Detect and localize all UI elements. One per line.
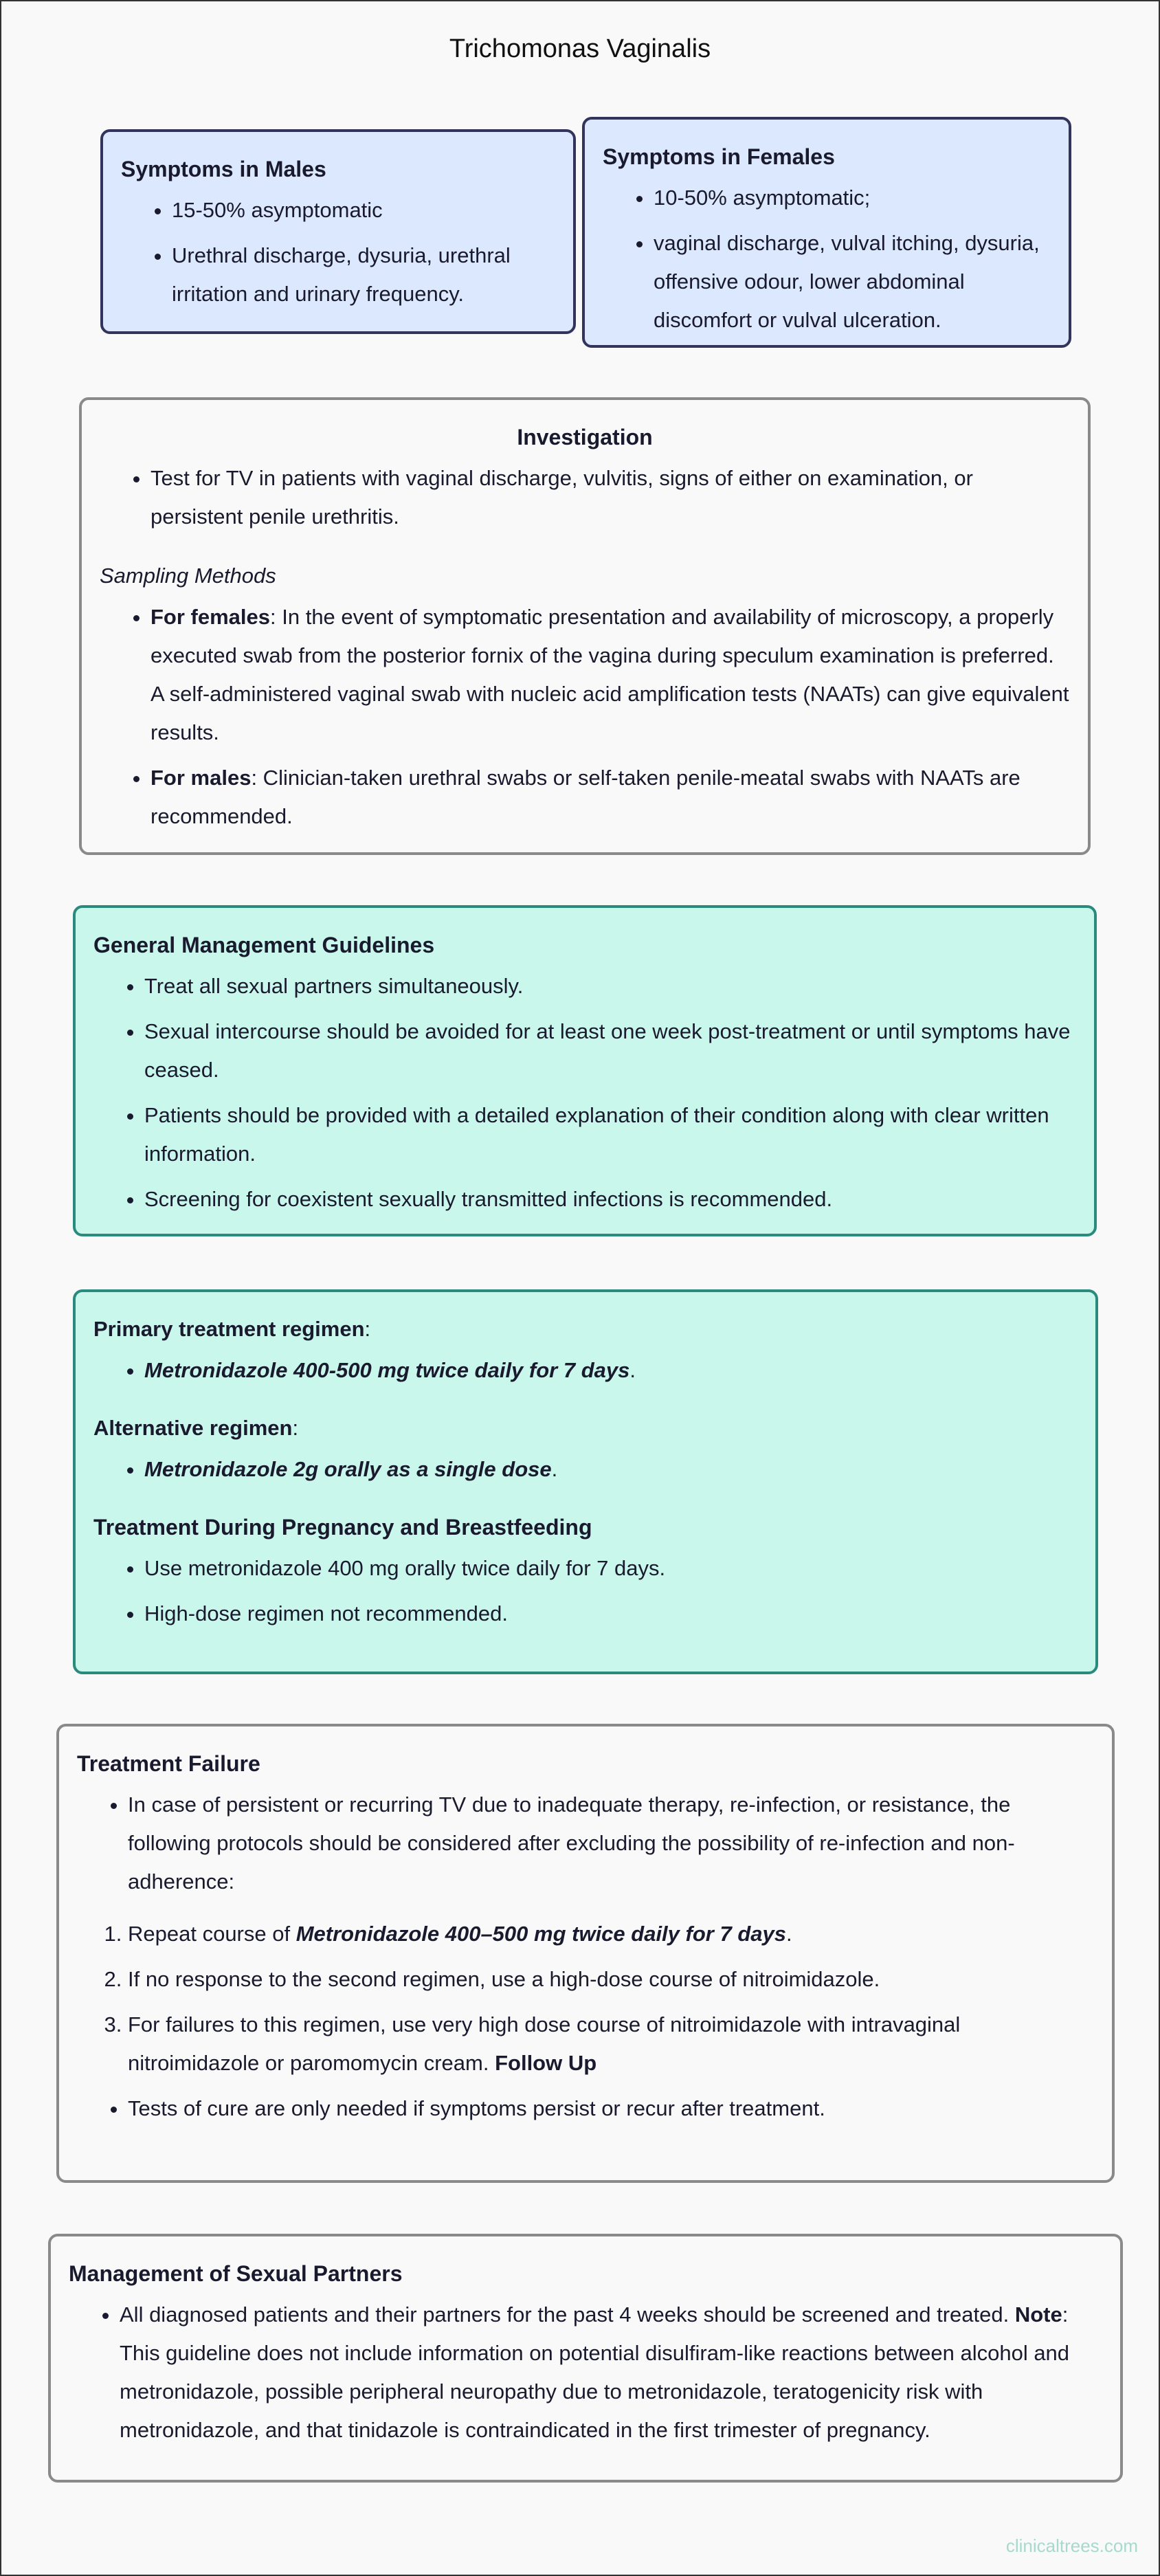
list-item xyxy=(150,598,1070,752)
step-item: 2. If no response to the second regimen, use a high-dose course of nitroimidazole. xyxy=(128,1960,1094,1999)
alternative-label: Alternative regimen xyxy=(93,1416,293,1440)
pregnancy-heading: Treatment During Pregnancy and Breastfeeding xyxy=(93,1515,592,1540)
page-title: Trichomonas Vaginalis xyxy=(449,34,711,63)
females-list xyxy=(603,179,1051,340)
male-text: : Clinician-taken urethral swabs or self-taken penile-meatal swabs with NAATs are recommended. xyxy=(150,766,1020,828)
alternative-drug: Metronidazole 2g orally as a single dose xyxy=(144,1457,552,1481)
general-management-box xyxy=(73,905,1097,1236)
list-item: • High-dose regimen not recommended. xyxy=(144,1595,1078,1633)
note-label: Note xyxy=(1014,2302,1062,2327)
males-symptoms-box xyxy=(100,129,576,334)
primary-list xyxy=(93,1351,1078,1390)
females-symptoms-box xyxy=(582,117,1071,348)
alternative-list xyxy=(93,1450,1078,1489)
pregnancy-list xyxy=(93,1549,1078,1633)
treatment-failure-box xyxy=(56,1724,1115,2183)
alternative-regimen: Alternative regimen: xyxy=(93,1416,299,1440)
females-heading: Symptoms in Females xyxy=(603,144,835,169)
primary-label: Primary treatment regimen xyxy=(93,1317,365,1341)
investigation-list xyxy=(100,459,1070,536)
step3-text: For failures to this regimen, use very high dose course of nitroimidazole with intravaginal nitroimidazole or paromomycin cream. xyxy=(128,2012,961,2075)
list-item: • Screening for coexistent sexually transmitted infections is recommended. xyxy=(144,1180,1076,1219)
treatment-box xyxy=(73,1289,1098,1674)
failure-intro: In case of persistent or recurring TV due to inadequate therapy, re-infection, or resistance, the following protocols should be considered after excluding the possibility of re-infection and non-adherence: xyxy=(128,1792,1015,1894)
partners-heading: Management of Sexual Partners xyxy=(69,2261,403,2286)
list-item xyxy=(128,1786,1094,2083)
step-item xyxy=(128,2006,1094,2083)
list-item: • Metronidazole 2g orally as a single dose. xyxy=(144,1450,1078,1489)
males-list xyxy=(121,191,555,313)
female-label: For females xyxy=(150,605,271,629)
partners-list xyxy=(69,2296,1102,2450)
list-item: • Tests of cure are only needed if symptoms persist or recur after treatment. xyxy=(128,2089,1094,2128)
failure-heading: Treatment Failure xyxy=(77,1751,260,1776)
female-text: : In the event of symptomatic presentation and availability of microscopy, a properly executed swab from the posterior fornix of the vagina during speculum examination is preferred. A self-administered vaginal swab with nucleic acid amplification tests (NAATs) can give equivalent results. xyxy=(150,605,1069,744)
primary-drug: Metronidazole 400-500 mg twice daily for 7 days xyxy=(144,1358,630,1382)
partners-text: All diagnosed patients and their partners for the past 4 weeks should be screened and treated. xyxy=(120,2302,1015,2327)
list-item: • vaginal discharge, vulval itching, dysuria, offensive odour, lower abdominal discomfort or vulval ulceration. xyxy=(654,224,1051,340)
step1-prefix: Repeat course of xyxy=(128,1922,296,1946)
list-item: • 10-50% asymptomatic; xyxy=(654,179,1051,217)
sampling-list xyxy=(100,598,1070,836)
list-item: • Patients should be provided with a detailed explanation of their condition along with clear written information. xyxy=(144,1096,1076,1173)
general-heading: General Management Guidelines xyxy=(93,933,435,957)
primary-regimen: Primary treatment regimen: xyxy=(93,1317,371,1341)
list-item: • 15-50% asymptomatic xyxy=(172,191,555,230)
sampling-methods-heading: Sampling Methods xyxy=(100,564,276,588)
males-heading: Symptoms in Males xyxy=(121,157,326,181)
general-list xyxy=(93,967,1076,1219)
investigation-heading: Investigation xyxy=(517,425,653,449)
footer-brand: clinicaltrees.com xyxy=(1005,2535,1138,2556)
step1-drug: Metronidazole 400–500 mg twice daily for 7 days xyxy=(295,1922,786,1946)
list-item: • Metronidazole 400-500 mg twice daily for 7 days. xyxy=(144,1351,1078,1390)
list-item: • Urethral discharge, dysuria, urethral irritation and urinary frequency. xyxy=(172,236,555,313)
list-item: • Test for TV in patients with vaginal discharge, vulvitis, signs of either on examination, or persistent penile urethritis. xyxy=(150,459,1070,536)
failure-list xyxy=(77,1786,1094,2128)
list-item xyxy=(150,759,1070,836)
list-item xyxy=(120,2296,1102,2450)
list-item: • Use metronidazole 400 mg orally twice daily for 7 days. xyxy=(144,1549,1078,1588)
investigation-box xyxy=(79,397,1091,855)
follow-up-label: Follow Up xyxy=(495,2051,597,2075)
note-text: : This guideline does not include information on potential disulfiram-like reactions between alcohol and metronidazole, possible peripheral neuropathy due to metronidazole, teratogenicity risk with metronidazole, and that tinidazole is contraindicated in the first trimester of pregnancy. xyxy=(120,2302,1070,2442)
sexual-partners-box xyxy=(48,2234,1123,2483)
list-item: • Sexual intercourse should be avoided for at least one week post-treatment or until symptoms have ceased. xyxy=(144,1012,1076,1089)
list-item: • Treat all sexual partners simultaneously. xyxy=(144,967,1076,1006)
male-label: For males xyxy=(150,766,252,790)
failure-steps xyxy=(78,1915,1094,2083)
step-item: 1. Repeat course of Metronidazole 400–500 mg twice daily for 7 days. xyxy=(128,1915,1094,1953)
